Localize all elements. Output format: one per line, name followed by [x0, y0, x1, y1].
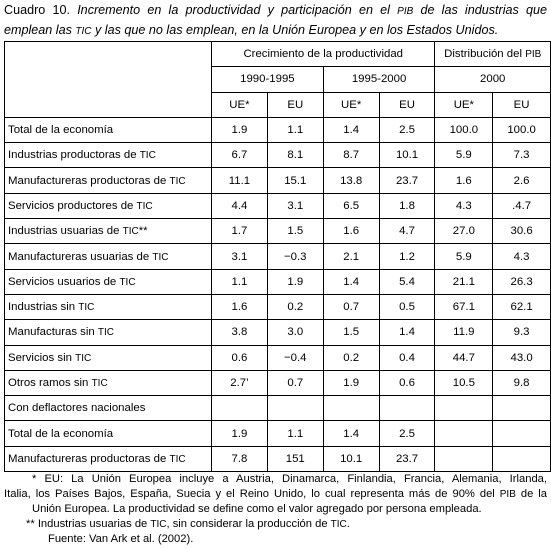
row-label: Manufactureras usuarias de TIC — [5, 244, 212, 269]
note-source: Fuente: Van Ark et al. (2002). — [48, 533, 194, 545]
row-label: Industrias usuarias de TIC** — [5, 219, 212, 244]
table-caption — [4, 1, 547, 41]
table-row — [5, 269, 551, 294]
data-cell: 21.1 — [435, 269, 493, 294]
data-cell: 30.6 — [493, 219, 551, 244]
data-cell — [493, 446, 551, 471]
table-row — [5, 370, 551, 395]
table-row — [5, 193, 551, 218]
row-label: Servicios usuarios de TIC — [5, 269, 212, 294]
data-cell — [435, 396, 493, 421]
data-cell: 6.7 — [212, 143, 268, 168]
column-header: EU — [493, 92, 551, 117]
data-cell: 10.5 — [435, 370, 493, 395]
data-cell: 1.9 — [212, 421, 268, 446]
data-cell: 0.7 — [323, 294, 379, 319]
data-cell: 0.6 — [212, 345, 268, 370]
table-row — [5, 294, 551, 319]
data-cell: 23.7 — [379, 446, 435, 471]
table-row — [5, 446, 551, 471]
data-cell: 4.4 — [212, 193, 268, 218]
table-row — [5, 168, 551, 193]
data-cell: 3.1 — [267, 193, 323, 218]
header-blank-cell — [5, 42, 212, 118]
row-label: Industrias sin TIC — [5, 294, 212, 319]
data-cell: 7.8 — [212, 446, 268, 471]
data-cell: 0.2 — [323, 345, 379, 370]
header-productivity-growth: Crecimiento de la productividad — [212, 42, 435, 67]
data-cell: 5.9 — [435, 143, 493, 168]
data-cell: 1.6 — [212, 294, 268, 319]
data-cell: 1.1 — [267, 421, 323, 446]
table-row — [5, 421, 551, 446]
data-cell: 151 — [267, 446, 323, 471]
data-cell: 100.0 — [435, 117, 493, 142]
data-cell: 10.1 — [379, 143, 435, 168]
row-label: Manufacturas sin TIC — [5, 320, 212, 345]
data-cell: 2.6 — [493, 168, 551, 193]
data-cell — [435, 421, 493, 446]
data-cell: 62.1 — [493, 294, 551, 319]
data-cell: .4.7 — [493, 193, 551, 218]
data-cell: 1.1 — [212, 269, 268, 294]
header-period-1990-1995: 1990-1995 — [212, 67, 324, 92]
note-eu-line-1: * EU: La Unión Europea incluye a Austria, Dinamarca, Finlandia, Francia, Alemania, Irlanda, — [32, 473, 547, 485]
table-row — [5, 396, 551, 421]
data-cell: 2.1 — [323, 244, 379, 269]
data-cell: 44.7 — [435, 345, 493, 370]
data-cell: 1.6 — [435, 168, 493, 193]
data-cell: 4.3 — [493, 244, 551, 269]
data-cell: 11.1 — [212, 168, 268, 193]
data-cell: 11.9 — [435, 320, 493, 345]
data-cell: 3.1 — [212, 244, 268, 269]
data-cell: 13.8 — [323, 168, 379, 193]
data-cell: −0.4 — [267, 345, 323, 370]
caption-lead: Cuadro 10. — [4, 3, 70, 17]
data-cell: 10.1 — [323, 446, 379, 471]
data-cell: 1.8 — [379, 193, 435, 218]
productivity-table — [4, 41, 551, 472]
data-cell: 1.4 — [323, 269, 379, 294]
data-cell: 0.6 — [379, 370, 435, 395]
data-cell: 4.7 — [379, 219, 435, 244]
data-cell — [435, 446, 493, 471]
header-row-groups — [5, 42, 551, 67]
row-label: Otros ramos sin TIC — [5, 370, 212, 395]
column-header: EU — [379, 92, 435, 117]
data-cell: 2.5 — [379, 117, 435, 142]
row-label: Con deflactores nacionales — [5, 396, 212, 421]
column-header: UE* — [212, 92, 268, 117]
row-label: Manufactureras productoras de TIC — [5, 168, 212, 193]
data-cell: 1.4 — [323, 421, 379, 446]
column-header: UE* — [435, 92, 493, 117]
data-cell: 8.7 — [323, 143, 379, 168]
data-cell: 26.3 — [493, 269, 551, 294]
data-cell — [379, 396, 435, 421]
data-cell: 0.5 — [379, 294, 435, 319]
data-cell: 43.0 — [493, 345, 551, 370]
data-cell: 3.8 — [212, 320, 268, 345]
data-cell: 1.2 — [379, 244, 435, 269]
header-period-2000: 2000 — [435, 67, 551, 92]
table-notes — [4, 472, 547, 547]
data-cell: 7.3 — [493, 143, 551, 168]
data-cell: 1.5 — [267, 219, 323, 244]
row-label: Industrias productoras de TIC — [5, 143, 212, 168]
data-cell: 0.4 — [379, 345, 435, 370]
row-label: Manufactureras productoras de TIC — [5, 446, 212, 471]
data-cell: 1.7 — [212, 219, 268, 244]
table-row — [5, 320, 551, 345]
row-label: Total de la economía — [5, 117, 212, 142]
data-cell: 1.6 — [323, 219, 379, 244]
data-cell: 1.1 — [267, 117, 323, 142]
data-cell: 4.3 — [435, 193, 493, 218]
row-label: Servicios sin TIC — [5, 345, 212, 370]
data-cell: 9.3 — [493, 320, 551, 345]
table-row — [5, 219, 551, 244]
data-cell: 1.9 — [212, 117, 268, 142]
data-cell: 1.5 — [323, 320, 379, 345]
note-user-industries: ** Industrias usuarias de TIC, sin considerar la producción de TIC. — [26, 518, 350, 530]
data-cell: 2.5 — [379, 421, 435, 446]
table-row — [5, 244, 551, 269]
caption-title: Incremento en la productividad y participación en el PIB de las industrias que emplean las TIC y las que no las emplean, en la Unión Europea y en los Estados Unidos. — [4, 3, 548, 37]
data-cell — [493, 396, 551, 421]
header-period-1995-2000: 1995-2000 — [323, 67, 435, 92]
data-cell — [323, 396, 379, 421]
data-cell: 23.7 — [379, 168, 435, 193]
data-cell: 0.7 — [267, 370, 323, 395]
data-cell: 0.2 — [267, 294, 323, 319]
data-cell: 2.7’ — [212, 370, 268, 395]
data-cell: 27.0 — [435, 219, 493, 244]
data-cell — [212, 396, 268, 421]
data-cell: 6.5 — [323, 193, 379, 218]
data-cell: 5.4 — [379, 269, 435, 294]
column-header: UE* — [323, 92, 379, 117]
table-row — [5, 143, 551, 168]
column-header: EU — [267, 92, 323, 117]
note-eu-line-2: Italia, los Países Bajos, España, Suecia y el Reino Unido, lo cual representa más de 90% del PIB de la — [4, 488, 548, 500]
data-cell: 9.8 — [493, 370, 551, 395]
data-cell: 67.1 — [435, 294, 493, 319]
data-cell: 5.9 — [435, 244, 493, 269]
data-cell: 1.9 — [323, 370, 379, 395]
data-cell: 1.4 — [379, 320, 435, 345]
data-cell — [267, 396, 323, 421]
data-cell: 8.1 — [267, 143, 323, 168]
data-cell — [493, 421, 551, 446]
row-label: Servicios productores de TIC — [5, 193, 212, 218]
data-cell: 1.4 — [323, 117, 379, 142]
row-label: Total de la economía — [5, 421, 212, 446]
table-row — [5, 345, 551, 370]
data-cell: 100.0 — [493, 117, 551, 142]
data-cell: 15.1 — [267, 168, 323, 193]
table-row — [5, 117, 551, 142]
data-cell: 3.0 — [267, 320, 323, 345]
header-gdp-distribution: Distribución del PIB — [435, 42, 551, 67]
data-cell: −0.3 — [267, 244, 323, 269]
note-eu-line-3: Unión Europea. La productividad se define como el valor agregado por persona empleada. — [32, 503, 482, 515]
data-cell: 1.9 — [267, 269, 323, 294]
